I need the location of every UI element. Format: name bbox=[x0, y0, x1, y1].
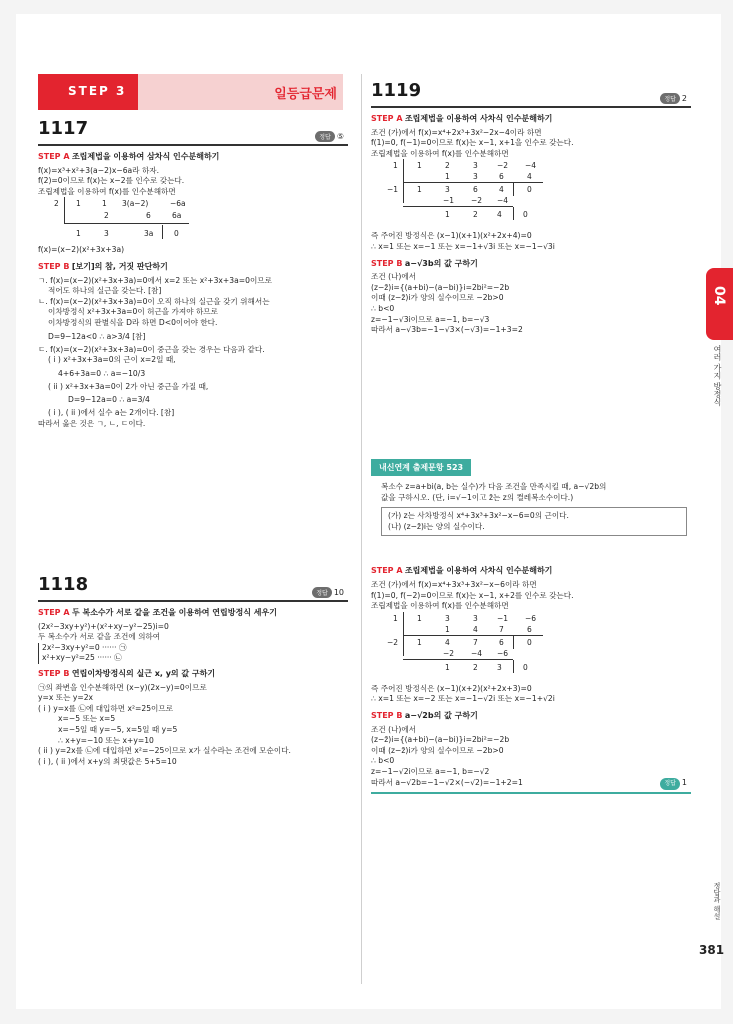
syn-cell: 6a bbox=[172, 211, 182, 221]
solution-line: (2x²−3xy+y²)+(x²+xy−y²−25)i=0 bbox=[38, 621, 169, 631]
naesin-label: 내신연계 출제문항 523 bbox=[371, 459, 471, 476]
syn-rule bbox=[513, 207, 514, 220]
solution-line: 두 복소수가 서로 같을 조건에 의하여 bbox=[38, 632, 161, 642]
page-number: 381 bbox=[699, 943, 725, 957]
syn-cell: 1 bbox=[76, 229, 81, 239]
syn-cell: 0 bbox=[523, 662, 528, 672]
solution-line: ∴ b<0 bbox=[371, 303, 395, 313]
problem-1119 bbox=[371, 80, 691, 336]
solution-line: 조건 (나)에서 bbox=[371, 272, 417, 282]
solution-line: z=−1−√3i이므로 a=−1, b=−√3 bbox=[371, 314, 490, 324]
answer-value: 10 bbox=[333, 588, 344, 597]
chapter-tab bbox=[706, 268, 733, 340]
solution-line: f(2)=0이므로 f(x)는 x−2를 인수로 갖는다. bbox=[38, 176, 185, 186]
step-a-label: STEP A bbox=[371, 566, 403, 576]
step-b-title: a−√3b의 값 구하기 bbox=[404, 258, 478, 268]
syn-cell: 3 bbox=[473, 172, 478, 182]
step-title-block bbox=[138, 74, 343, 110]
problem-number: 1118 bbox=[38, 574, 89, 595]
solution-line: 조건 (가)에서 f(x)=x⁴+2x³+3x²−2x−4이라 하면 bbox=[371, 127, 542, 137]
solution-line: 이때 (z−z̄)i가 양의 실수이므로 −2b>0 bbox=[371, 745, 504, 755]
step-banner bbox=[38, 74, 343, 110]
syn-cell: 1 bbox=[417, 185, 422, 195]
solution-line: 이때 (z−z̄)i가 양의 실수이므로 −2b>0 bbox=[371, 293, 504, 303]
syn-cell: −2 bbox=[443, 648, 455, 658]
syn-rule bbox=[403, 659, 513, 660]
solution-line: (z−z̄)i={(a+bi)−(a−bi)}i=2bi²=−2b bbox=[371, 735, 510, 745]
solution-line: 이차방정식의 판별식을 D라 하면 D<0이어야 한다. bbox=[48, 317, 218, 327]
synthetic-division bbox=[54, 197, 348, 245]
step-a-label: STEP A bbox=[38, 608, 70, 617]
step-a-title: 조립제법을 이용하여 사차식 인수분해하기 bbox=[404, 114, 553, 123]
step-b-title: a−√2b의 값 구하기 bbox=[404, 710, 478, 720]
step-a-label: STEP A bbox=[38, 152, 70, 161]
final-answer-value: 1 bbox=[681, 777, 687, 787]
syn-cell: 3a bbox=[144, 229, 154, 239]
syn-cell: 1 bbox=[417, 637, 422, 647]
answer-value: 2 bbox=[681, 94, 687, 103]
step-a-title: 조립제법을 이용하여 삼차식 인수분해하기 bbox=[71, 152, 220, 161]
solution-line: f(x)=x³+x²+3(a−2)x−6a라 하자. bbox=[38, 165, 160, 175]
syn-cell: 0 bbox=[174, 229, 179, 239]
problem-1117 bbox=[38, 118, 348, 430]
solution-line: 적어도 하나의 실근을 갖는다. [참] bbox=[48, 286, 162, 296]
step-a-label: STEP A bbox=[371, 114, 403, 123]
solution-line: D=9−12a<0 ∴ a>3/4 [참] bbox=[48, 331, 146, 341]
syn-cell: 3 bbox=[445, 185, 450, 195]
syn-cell: 1 bbox=[393, 161, 398, 171]
syn-rule bbox=[64, 197, 65, 223]
solution-line: ∴ x=1 또는 x=−1 또는 x=−1+√3i 또는 x=−1−√3i bbox=[371, 241, 555, 251]
synthetic-division bbox=[385, 159, 691, 231]
solution-line: f(x)=(x−2)(x²+3x+3a) bbox=[38, 245, 125, 255]
syn-cell: 4 bbox=[473, 624, 478, 634]
syn-cell: 2 bbox=[54, 199, 59, 209]
solution-line: ∴ x+y=−10 또는 x+y=10 bbox=[58, 735, 154, 745]
syn-cell: 3 bbox=[473, 161, 478, 171]
syn-cell: −2 bbox=[497, 161, 509, 171]
syn-cell: −2 bbox=[471, 196, 483, 206]
solution-line: ㄱ. f(x)=(x−2)(x²+3x+3a)=0에서 x=2 또는 x²+3x+3a=0이므로 bbox=[38, 275, 272, 285]
solution-line: ( ii ) x²+3x+3a=0이 2가 아닌 중근을 가질 때, bbox=[48, 381, 209, 391]
syn-cell: −4 bbox=[497, 196, 509, 206]
final-answer-badge: 정답 bbox=[660, 778, 680, 791]
syn-cell: 1 bbox=[417, 161, 422, 171]
syn-cell: 3 bbox=[473, 613, 478, 623]
question-line: 복소수 z=a+bi(a, b는 실수)가 다음 조건을 만족시킬 때, a−√2b의 bbox=[381, 482, 607, 491]
syn-cell: 6 bbox=[499, 172, 504, 182]
solution-line: ( i ), ( ii )에서 x+y의 최댓값은 5+5=10 bbox=[38, 756, 177, 766]
syn-cell: 0 bbox=[527, 185, 532, 195]
syn-rule bbox=[64, 223, 189, 224]
syn-cell: 4 bbox=[445, 637, 450, 647]
naesin-section bbox=[371, 455, 691, 794]
syn-cell: 4 bbox=[497, 210, 502, 220]
syn-cell: 6 bbox=[527, 624, 532, 634]
step-label: STEP 3 bbox=[68, 84, 127, 98]
answer-badge: 정답 bbox=[660, 93, 680, 104]
syn-cell: 1 bbox=[76, 199, 81, 209]
syn-cell: −4 bbox=[525, 161, 537, 171]
solution-line: x²+xy−y²=25 ······ ㉡ bbox=[38, 653, 348, 664]
solution-line: 4+6+3a=0 ∴ a=−10/3 bbox=[58, 368, 146, 378]
solution-line: f(1)=0, f(−2)=0이므로 f(x)는 x−1, x+2를 인수로 갖는다. bbox=[371, 590, 574, 600]
syn-rule bbox=[403, 182, 543, 183]
syn-rule bbox=[513, 636, 514, 649]
solution-line: 2x²−3xy+y²=0 ······ ㉠ bbox=[38, 643, 348, 654]
syn-cell: 2 bbox=[104, 211, 109, 221]
answer-badge: 정답 bbox=[312, 587, 332, 598]
syn-cell: 1 bbox=[417, 613, 422, 623]
syn-cell: 4 bbox=[527, 172, 532, 182]
step-title: 일등급문제 bbox=[274, 87, 337, 102]
solution-line: 조건 (가)에서 f(x)=x⁴+3x³+3x²−x−6이라 하면 bbox=[371, 579, 537, 589]
answer-value: ⑤ bbox=[336, 132, 344, 141]
chapter-title: 여러 가지 방정식 bbox=[713, 345, 722, 407]
syn-cell: 6 bbox=[146, 211, 151, 221]
chapter-number: 04 bbox=[711, 286, 727, 306]
syn-cell: 1 bbox=[445, 210, 450, 220]
syn-cell: 3 bbox=[104, 229, 109, 239]
solution-line: ( i ), ( ii )에서 실수 a는 2개이다. [참] bbox=[48, 408, 175, 418]
problem-number: 1117 bbox=[38, 118, 89, 139]
solution-line: ㄷ. f(x)=(x−2)(x²+3x+3a)=0이 중근을 갖는 경우는 다음과 같다. bbox=[38, 344, 265, 354]
problem-number: 1119 bbox=[371, 80, 422, 101]
step-a-title: 두 복소수가 서로 같을 조건을 이용하여 연립방정식 세우기 bbox=[71, 608, 277, 617]
step-a-title: 조립제법을 이용하여 사차식 인수분해하기 bbox=[404, 566, 553, 576]
syn-rule bbox=[403, 159, 404, 203]
syn-rule bbox=[403, 635, 543, 636]
step-label-block bbox=[38, 74, 138, 110]
solution-line: 따라서 옳은 것은 ㄱ, ㄴ, ㄷ이다. bbox=[38, 418, 146, 428]
syn-cell: 1 bbox=[445, 172, 450, 182]
solution-line: 따라서 a−√3b=−1−√3×(−√3)=−1+3=2 bbox=[371, 325, 523, 335]
solution-line: x=−5일 때 y=−5, x=5일 때 y=5 bbox=[58, 724, 178, 734]
condition-line: (나) (z−z̄)i는 양의 실수이다. bbox=[388, 521, 485, 531]
syn-cell: 1 bbox=[445, 624, 450, 634]
answer-tag bbox=[312, 580, 344, 599]
step-b-title: 연립이차방정식의 실근 x, y의 값 구하기 bbox=[71, 668, 216, 678]
question-line: 값을 구하시오. (단, i=√−1이고 z̄는 z의 켤레복소수이다.) bbox=[381, 492, 574, 502]
answer-tag bbox=[660, 86, 687, 105]
syn-cell: −1 bbox=[497, 613, 509, 623]
syn-rule bbox=[403, 612, 404, 656]
answer-tag bbox=[315, 124, 344, 143]
syn-cell: −6a bbox=[170, 199, 186, 209]
solution-line: ㄴ. f(x)=(x−2)(x²+3x+3a)=0이 오직 하나의 실근을 갖기 위해서는 bbox=[38, 296, 270, 306]
page bbox=[16, 14, 721, 1009]
syn-rule bbox=[513, 660, 514, 673]
syn-cell: 0 bbox=[527, 637, 532, 647]
syn-cell: 1 bbox=[102, 199, 107, 209]
syn-rule bbox=[513, 183, 514, 196]
syn-rule bbox=[162, 225, 163, 239]
syn-cell: −1 bbox=[443, 196, 455, 206]
solution-line: x=−5 또는 x=5 bbox=[58, 714, 116, 724]
syn-cell: −6 bbox=[525, 613, 537, 623]
solution-line: 즉 주어진 방정식은 (x−1)(x+2)(x²+2x+3)=0 bbox=[371, 683, 532, 693]
syn-cell: 3 bbox=[497, 662, 502, 672]
syn-cell: 3(a−2) bbox=[122, 199, 149, 209]
solution-line: ∴ x=1 또는 x=−2 또는 x=−1−√2i 또는 x=−1+√2i bbox=[371, 694, 555, 704]
synthetic-division bbox=[385, 612, 691, 684]
solution-line bbox=[371, 778, 691, 789]
naesin-rule bbox=[371, 792, 691, 794]
solution-line: 즉 주어진 방정식은 (x−1)(x+1)(x²+2x+4)=0 bbox=[371, 231, 532, 241]
syn-cell: 3 bbox=[445, 613, 450, 623]
solution-line: ( i ) y=x를 ㉡에 대입하면 x²=25이므로 bbox=[38, 703, 174, 713]
problem-1118 bbox=[38, 574, 348, 767]
syn-cell: 2 bbox=[473, 210, 478, 220]
solution-line: D=9−12a=0 ∴ a=3/4 bbox=[68, 395, 150, 405]
syn-cell: −6 bbox=[497, 648, 509, 658]
condition-line: (가) z는 사차방정식 x⁴+3x³+3x²−x−6=0의 근이다. bbox=[388, 511, 569, 521]
step-b-title: [보기]의 참, 거짓 판단하기 bbox=[71, 261, 168, 271]
syn-cell: 7 bbox=[473, 637, 478, 647]
syn-cell: 7 bbox=[499, 624, 504, 634]
syn-cell: 4 bbox=[499, 185, 504, 195]
final-line-text: 따라서 a−√2b=−1−√2×(−√2)=−1+2=1 bbox=[371, 777, 523, 787]
syn-cell: −2 bbox=[387, 637, 399, 647]
solution-line: f(1)=0, f(−1)=0이므로 f(x)는 x−1, x+1을 인수로 갖는다. bbox=[371, 138, 574, 148]
syn-cell: 2 bbox=[473, 662, 478, 672]
syn-cell: 6 bbox=[499, 637, 504, 647]
final-answer-tag bbox=[660, 778, 687, 791]
syn-cell: 1 bbox=[445, 662, 450, 672]
step-b-label: STEP B bbox=[38, 261, 70, 271]
solution-line: 이차방정식 x²+3x+3a=0이 허근을 가져야 하므로 bbox=[48, 307, 218, 317]
column-divider bbox=[361, 74, 362, 984]
step-b-label: STEP B bbox=[371, 710, 403, 720]
syn-cell: 0 bbox=[523, 210, 528, 220]
step-b-label: STEP B bbox=[371, 258, 403, 268]
solution-line: 조건 (나)에서 bbox=[371, 724, 417, 734]
syn-cell: 6 bbox=[473, 185, 478, 195]
solution-line: 조립제법을 이용하여 f(x)를 인수분해하면 bbox=[371, 601, 509, 611]
condition-box bbox=[381, 507, 687, 536]
syn-cell: 1 bbox=[393, 613, 398, 623]
syn-cell: −4 bbox=[471, 648, 483, 658]
solution-line: 조립제법을 이용하여 f(x)를 인수분해하면 bbox=[371, 148, 509, 158]
answer-badge: 정답 bbox=[315, 131, 335, 142]
syn-cell: 2 bbox=[445, 161, 450, 171]
solution-line: ∴ b<0 bbox=[371, 756, 395, 766]
syn-rule bbox=[403, 206, 513, 207]
solution-line: 조립제법을 이용하여 f(x)를 인수분해하면 bbox=[38, 186, 176, 196]
syn-cell: −1 bbox=[387, 185, 399, 195]
solution-line: ㉠의 좌변을 인수분해하면 (x−y)(2x−y)=0이므로 bbox=[38, 682, 207, 692]
solution-line: (z−z̄)i={(a+bi)−(a−bi)}i=2bi²=−2b bbox=[371, 282, 510, 292]
step-b-label: STEP B bbox=[38, 668, 70, 678]
footer-label: 정답과 해설 bbox=[713, 882, 721, 920]
solution-line: ( i ) x²+3x+3a=0의 근이 x=2일 때, bbox=[48, 355, 176, 365]
solution-line: y=x 또는 y=2x bbox=[38, 693, 94, 703]
solution-line: z=−1−√2i이므로 a=−1, b=−√2 bbox=[371, 766, 490, 776]
solution-line: ( ii ) y=2x를 ㉡에 대입하면 x²=−25이므로 x가 실수라는 조건에 모순이다. bbox=[38, 746, 291, 756]
